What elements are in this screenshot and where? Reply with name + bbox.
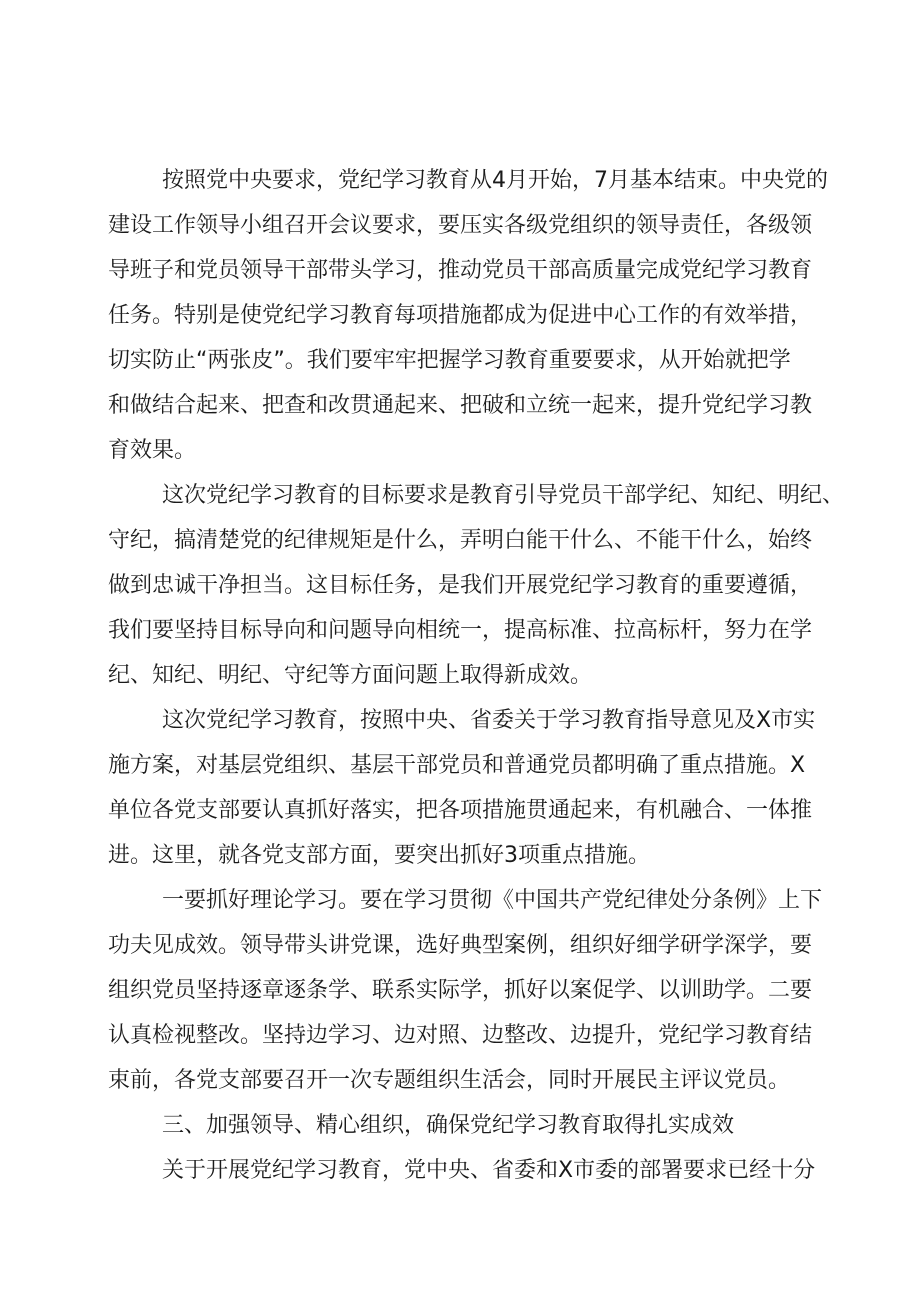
body-text-line: 任务。特别是使党纪学习教育每项措施都成为促进中心工作的有效举措，	[108, 303, 813, 328]
body-text-line: 一要抓好理论学习。要在学习贯彻《中国共产党纪律处分条例》上下	[162, 888, 823, 913]
body-text-line: 束前，各党支部要召开一次专题组织生活会，同时开展民主评议党员。	[108, 1068, 791, 1093]
body-text-line: 施方案，对基层党组织、基层干部党员和普通党员都明确了重点措施。X	[108, 753, 806, 778]
body-text-line: 守纪，搞清楚党的纪律规矩是什么，弄明白能干什么、不能干什么，始终	[108, 528, 813, 553]
body-text-line: 我们要坚持目标导向和问题导向相统一，提高标准、拉高标杆，努力在学	[108, 618, 813, 643]
body-text-line: 认真检视整改。坚持边学习、边对照、边整改、边提升，党纪学习教育结	[108, 1023, 813, 1048]
body-text-line: 单位各党支部要认真抓好落实，把各项措施贯通起来，有机融合、一体推	[108, 798, 813, 823]
body-text-line: 纪、知纪、明纪、守纪等方面问题上取得新成效。	[108, 663, 593, 688]
body-text-line: 育效果。	[108, 438, 197, 463]
body-text-line: 按照党中央要求，党纪学习教育从4月开始，7月基本结束。中央党的	[162, 168, 828, 193]
body-text-line: 这次党纪学习教育，按照中央、省委关于学习教育指导意见及X市实	[162, 708, 816, 733]
body-text-line: 关于开展党纪学习教育，党中央、省委和X市委的部署要求已经十分	[162, 1158, 816, 1183]
body-text-line: 导班子和党员领导干部带头学习，推动党员干部高质量完成党纪学习教育	[108, 258, 813, 283]
body-text-line: 功夫见成效。领导带头讲党课，选好典型案例，组织好细学研学深学，要	[108, 933, 813, 958]
section-heading: 三、加强领导、精心组织，确保党纪学习教育取得扎实成效	[162, 1113, 735, 1138]
body-text-line: 切实防止“两张皮”。我们要牢牢把握学习教育重要要求，从开始就把学	[108, 348, 791, 373]
body-text-line: 建设工作领导小组召开会议要求，要压实各级党组织的领导责任，各级领	[108, 213, 813, 238]
body-text-line: 这次党纪学习教育的目标要求是教育引导党员干部学纪、知纪、明纪、	[162, 483, 845, 508]
body-text-line: 做到忠诚干净担当。这目标任务，是我们开展党纪学习教育的重要遵循，	[108, 573, 813, 598]
body-text-line: 和做结合起来、把查和改贯通起来、把破和立统一起来，提升党纪学习教	[108, 393, 813, 418]
body-text-line: 进。这里，就各党支部方面，要突出抓好3项重点措施。	[108, 843, 650, 868]
body-text-line: 组织党员坚持逐章逐条学、联系实际学，抓好以案促学、以训助学。二要	[108, 978, 813, 1003]
